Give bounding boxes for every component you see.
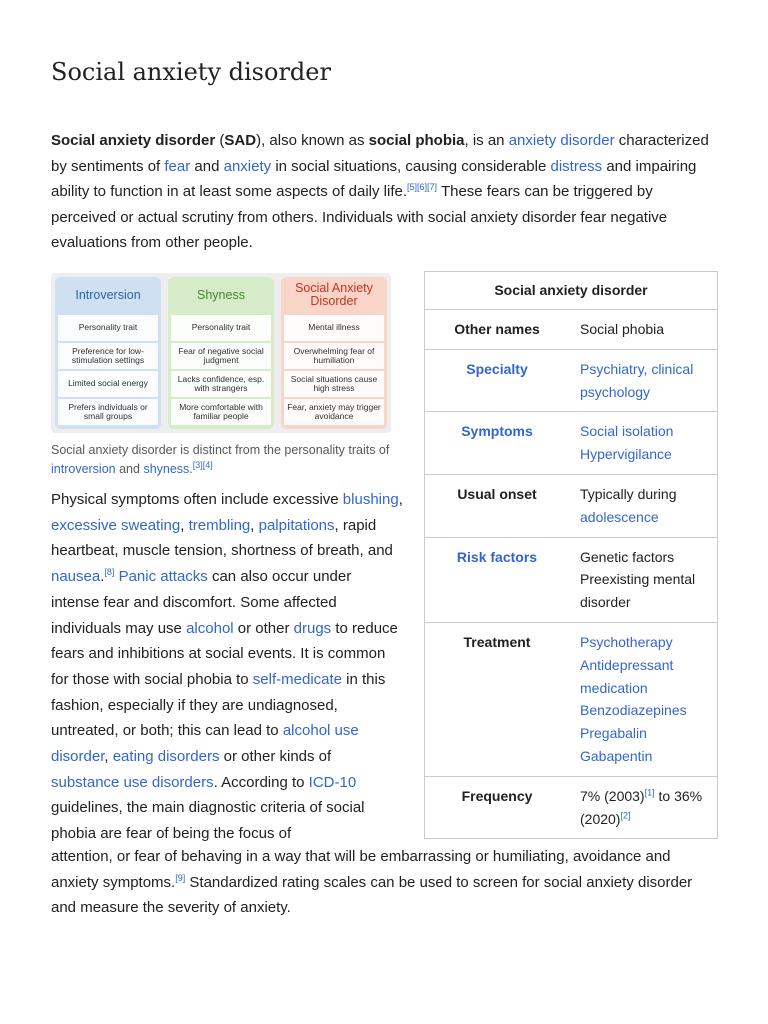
text: in social situations, causing considerable — [271, 157, 551, 175]
link-substance-use-disorders[interactable]: substance use disorders — [51, 773, 214, 791]
figure-cell: Prefers individuals or small groups — [58, 399, 158, 425]
text: , is an — [464, 132, 509, 149]
figure-cell: Personality trait — [171, 315, 271, 341]
infobox-label: Treatment — [463, 633, 531, 650]
reference-link[interactable]: [1] — [644, 787, 655, 798]
figure-caption — [51, 441, 396, 479]
value-text: 7% (2003) — [580, 787, 645, 804]
text: and — [190, 157, 224, 175]
link-trembling[interactable]: trembling — [188, 516, 251, 534]
infobox-label-link[interactable]: Specialty — [466, 360, 528, 377]
link-alcohol-use-disorder[interactable]: alcohol use disorder — [51, 722, 359, 766]
reference-link[interactable]: [2] — [620, 809, 631, 820]
figure-cell: Preference for low-stimulation settings — [58, 343, 158, 369]
infobox-row-other-names — [425, 310, 717, 350]
lead-paragraph — [51, 128, 721, 256]
link-social-isolation[interactable]: Social isolation — [580, 423, 674, 440]
infobox-label-link[interactable]: Symptoms — [461, 423, 533, 440]
figure-cell: Mental illness — [284, 315, 384, 341]
text: , — [398, 491, 403, 508]
infobox-value — [569, 546, 717, 614]
text: , — [250, 516, 259, 534]
column-introversion — [55, 277, 161, 429]
text: to reduce fears and inhibitions at social events. It is common for those with social phobia to — [51, 619, 398, 688]
link-gabapentin[interactable]: Gabapentin — [580, 747, 653, 764]
text: . — [100, 568, 105, 586]
text: or other kinds of — [219, 748, 332, 766]
value-text: to 36% (2020) — [580, 787, 703, 827]
text: and — [115, 462, 144, 476]
body-paragraph — [51, 487, 403, 847]
body-paragraph-continued — [51, 844, 721, 921]
text: ), also known as — [256, 132, 369, 149]
text: guidelines, the main diagnostic criteria of social phobia are fear of being the focus of — [51, 799, 365, 843]
link-panic-attacks[interactable]: Panic attacks — [118, 568, 208, 586]
text: Physical symptoms often include excessive — [51, 491, 343, 508]
text: , — [180, 516, 189, 534]
infobox-value — [569, 785, 717, 831]
text: , rapid heartbeat, muscle tension, shortness of breath, and — [51, 516, 393, 560]
column-heading: Introversion — [75, 287, 141, 302]
reference-link[interactable]: [8] — [104, 567, 115, 578]
figure-cell: Limited social energy — [58, 371, 158, 397]
text: attention, or fear of behaving in a way that will be embarrassing or humiliating, avoidance and anxiety symptoms. — [51, 848, 671, 891]
link-fear[interactable]: fear — [164, 157, 191, 175]
column-social-anxiety-disorder — [281, 277, 387, 429]
link-adolescence[interactable]: adolescence — [580, 508, 659, 525]
bold-term: Social anxiety disorder — [51, 132, 216, 149]
value-text: Preexisting mental disorder — [580, 571, 696, 611]
page-title: Social anxiety disorder — [51, 58, 331, 86]
link-antidepressant[interactable]: Antidepressant medication — [580, 656, 674, 696]
reference-link[interactable]: [9] — [175, 872, 186, 883]
text: in this fashion, especially if they are undiagnosed, untreated, or both; this can lead to — [51, 670, 386, 740]
comparison-figure[interactable] — [51, 273, 391, 433]
text: . — [189, 462, 193, 476]
infobox-row-treatment — [425, 623, 717, 777]
value-text: Social phobia — [580, 321, 665, 337]
link-alcohol[interactable]: alcohol — [186, 619, 234, 637]
link-psychotherapy[interactable]: Psychotherapy — [580, 633, 673, 650]
reference-link[interactable]: [3][4] — [192, 459, 213, 470]
infobox-row-symptoms — [425, 412, 717, 475]
infobox-value — [569, 631, 717, 768]
column-heading: Shyness — [197, 287, 245, 302]
link-psychiatry[interactable]: Psychiatry, clinical psychology — [580, 360, 694, 400]
value-text: Typically during — [580, 485, 677, 502]
value-text: Genetic factors — [580, 548, 675, 565]
infobox — [424, 271, 718, 839]
infobox-label: Other names — [454, 321, 540, 337]
infobox-row-risk-factors — [425, 538, 717, 623]
link-palpitations[interactable]: palpitations — [258, 516, 335, 534]
link-self-medicate[interactable]: self-medicate — [252, 670, 342, 688]
infobox-row-usual-onset — [425, 475, 717, 538]
infobox-title: Social anxiety disorder — [425, 272, 717, 310]
text: Standardized rating scales can be used to screen for social anxiety disorder and measure the severity of anxiety. — [51, 873, 693, 917]
infobox-row-specialty — [425, 350, 717, 413]
text: or other — [233, 619, 294, 637]
column-shyness — [168, 277, 274, 429]
text: can also occur under intense fear and discomfort. Some affected individuals may use — [51, 568, 352, 637]
link-introversion[interactable]: introversion — [51, 462, 116, 476]
link-distress[interactable]: distress — [550, 157, 603, 175]
link-nausea[interactable]: nausea — [51, 568, 101, 586]
infobox-label: Frequency — [461, 787, 533, 804]
infobox-value — [569, 318, 717, 341]
figure-cell: Lacks confidence, esp. with strangers — [171, 371, 271, 397]
reference-link[interactable]: [5][6][7] — [407, 182, 438, 193]
text: ( — [215, 132, 225, 149]
figure-cell: Fear, anxiety may trigger avoidance — [284, 399, 384, 425]
figure-cell: Personality trait — [58, 315, 158, 341]
infobox-label: Usual onset — [457, 485, 537, 502]
bold-term: social phobia — [368, 132, 465, 149]
link-pregabalin[interactable]: Pregabalin — [580, 725, 647, 742]
text: and impairing ability to function in at least some aspects of daily life. — [51, 157, 697, 201]
text: characterized by sentiments of — [51, 132, 709, 175]
link-eating-disorders[interactable]: eating disorders — [112, 748, 220, 766]
link-drugs[interactable]: drugs — [293, 619, 332, 637]
figure-cell: Fear of negative social judgment — [171, 343, 271, 369]
link-blushing[interactable]: blushing — [342, 491, 399, 508]
infobox-value — [569, 420, 717, 466]
link-excessive-sweating[interactable]: excessive sweating — [51, 516, 181, 534]
link-icd-10[interactable]: ICD-10 — [308, 773, 357, 791]
link-anxiety-disorder[interactable]: anxiety disorder — [508, 132, 615, 149]
link-shyness[interactable]: shyness — [143, 462, 190, 476]
link-anxiety[interactable]: anxiety — [223, 157, 272, 175]
figure-cell: More comfortable with familiar people — [171, 399, 271, 425]
text: . According to — [213, 773, 309, 791]
infobox-value — [569, 483, 717, 529]
infobox-value — [569, 358, 717, 404]
text: , — [104, 748, 113, 766]
bold-term: SAD — [224, 132, 257, 149]
link-hypervigilance[interactable]: Hypervigilance — [580, 446, 672, 463]
infobox-row-frequency — [425, 777, 717, 839]
link-benzodiazepines[interactable]: Benzodiazepines — [580, 702, 687, 719]
figure-cell: Social situations cause high stress — [284, 371, 384, 397]
text: These fears can be triggered by perceived or actual scrutiny from others. Individuals with social anxiety disorder fear negative evaluations from other people. — [51, 183, 668, 252]
figure-cell: Overwhelming fear of humiliation — [284, 343, 384, 369]
column-heading: Social Anxiety Disorder — [295, 281, 373, 308]
text: Social anxiety disorder is distinct from the personality traits of — [51, 443, 390, 457]
infobox-label-link[interactable]: Risk factors — [456, 548, 538, 565]
